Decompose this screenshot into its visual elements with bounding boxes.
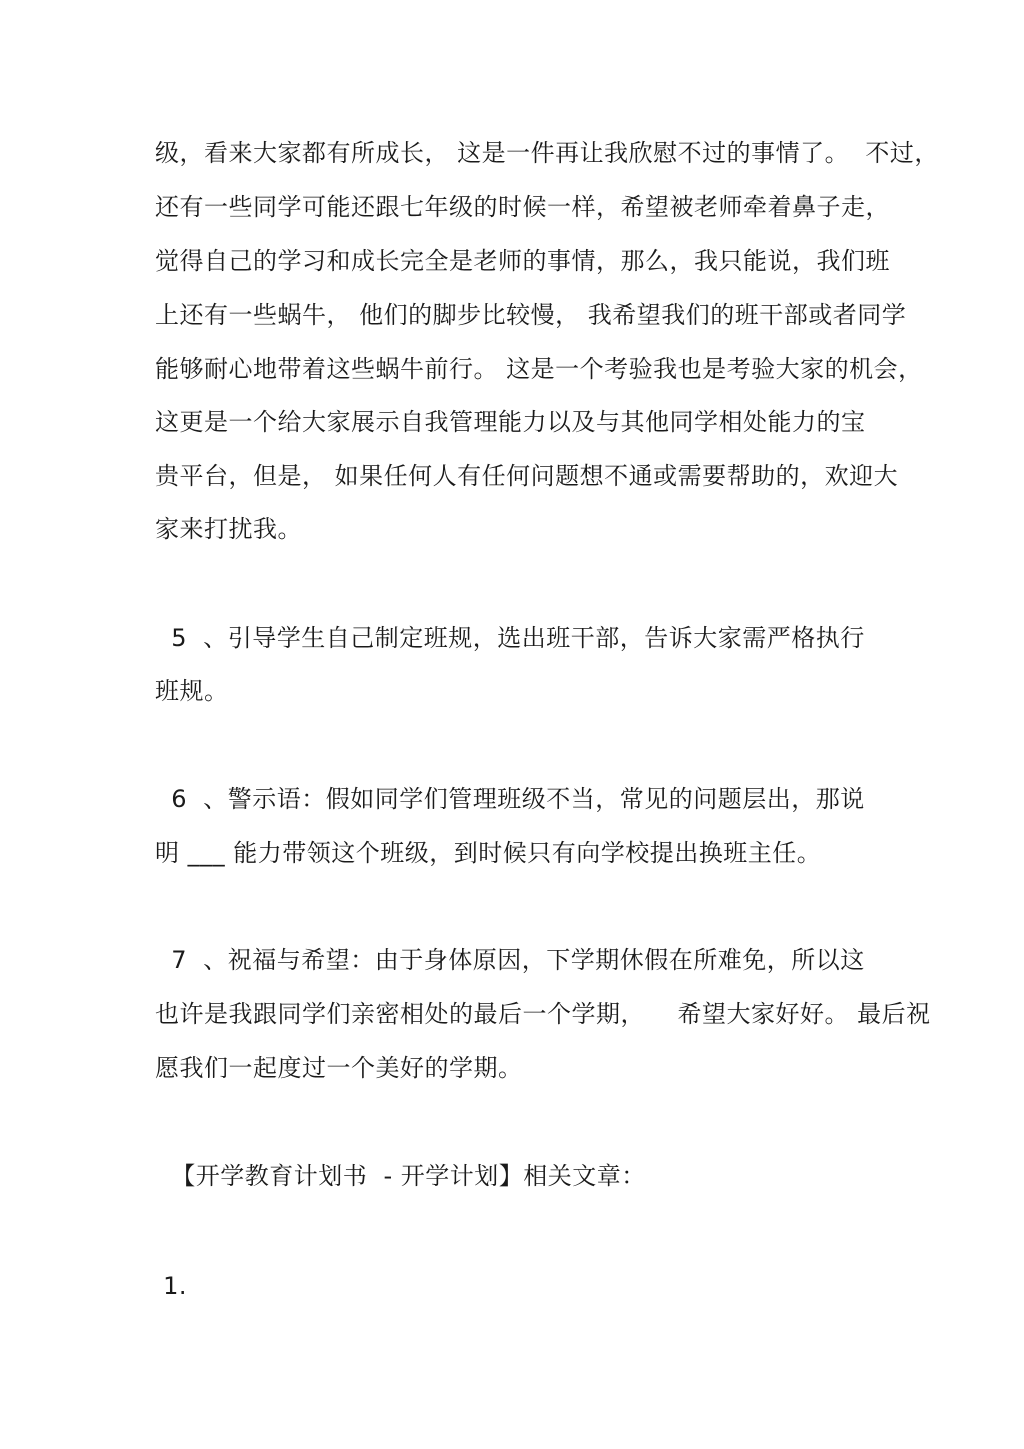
paragraph-line: 这更是一个给大家展示自我管理能力以及与其他同学相处能力的宝 [155, 408, 866, 436]
list-item-5-line: 5 、引导学生自己制定班规，选出班干部，告诉大家需严格执行 [155, 624, 865, 652]
list-item-6-line: 明 ___ 能力带领这个班级，到时候只有向学校提出换班主任。 [155, 839, 822, 867]
related-article-item: 1. [155, 1272, 188, 1300]
paragraph-line: 觉得自己的学习和成长完全是老师的事情，那么，我只能说，我们班 [155, 247, 890, 275]
paragraph-line: 贵平台，但是， 如果任何人有任何问题想不通或需要帮助的，欢迎大 [155, 462, 899, 490]
list-item-7-line: 7 、祝福与希望：由于身体原因，下学期休假在所难免，所以这 [155, 946, 865, 974]
paragraph-line: 家来打扰我。 [155, 515, 302, 543]
list-item-6-line: 6 、警示语：假如同学们管理班级不当，常见的问题层出，那说 [155, 785, 865, 813]
list-item-7-line: 也许是我跟同学们亲密相处的最后一个学期， 希望大家好好。 最后祝 [155, 1000, 931, 1028]
related-articles-heading: 【开学教育计划书 - 开学计划】相关文章： [155, 1162, 646, 1190]
list-item-5-line: 班规。 [155, 677, 229, 705]
paragraph-line: 还有一些同学可能还跟七年级的时候一样，希望被老师牵着鼻子走， [155, 193, 890, 221]
paragraph-line: 能够耐心地带着这些蜗牛前行。 这是一个考验我也是考验大家的机会， [155, 355, 923, 383]
paragraph-line: 上还有一些蜗牛， 他们的脚步比较慢， 我希望我们的班干部或者同学 [155, 301, 907, 329]
paragraph-line: 级，看来大家都有所成长， 这是一件再让我欣慰不过的事情了。 不过， [155, 139, 939, 167]
list-item-7-line: 愿我们一起度过一个美好的学期。 [155, 1054, 523, 1082]
